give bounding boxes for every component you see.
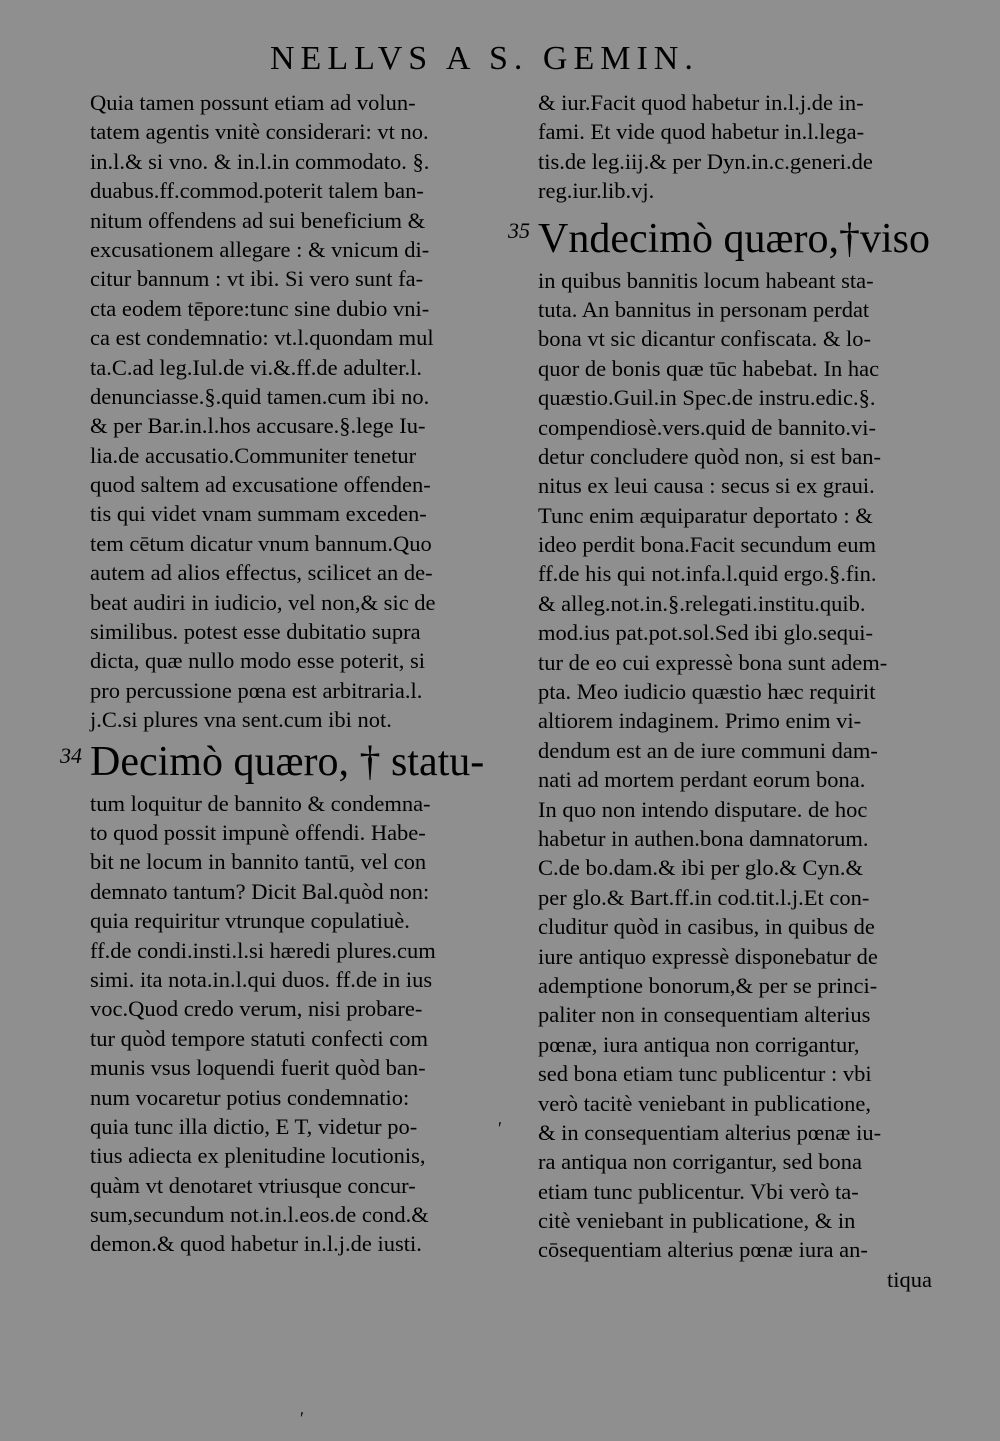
text-line: per glo.& Bart.ff.in cod.tit.l.j.Et con- <box>538 884 870 910</box>
catchword: tiqua <box>887 1266 932 1292</box>
text-line: num vocaretur potius condemnatio: <box>90 1084 410 1110</box>
text-line: & iur.Facit quod habetur in.l.j.de in- <box>538 90 864 115</box>
text-line: compendiosè.vers.quid de bannito.vi- <box>538 414 877 440</box>
section-34 <box>60 735 510 789</box>
text-line: tis qui videt vnam summam exceden- <box>90 501 427 527</box>
text-line: cōsequentiam alterius pœnæ iura an- <box>538 1237 868 1263</box>
margin-number: 34 <box>60 742 82 768</box>
text-line: tur quòd tempore statuti confecti com <box>90 1025 429 1051</box>
text-line: quia requiritur vtrunque copulatiuè. <box>90 908 410 934</box>
text-line: nitus ex leui causa : secus si ex graui. <box>538 473 875 499</box>
text-line: munis vsus loquendi fuerit quòd ban- <box>90 1055 426 1081</box>
text-line: ff.de his qui not.infa.l.quid ergo.§.fin. <box>538 561 877 587</box>
text-line: paliter non in consequentiam alterius <box>538 1002 871 1028</box>
text-line: quia tunc illa dictio, E T, videtur po- <box>90 1113 418 1139</box>
section-heading: Decimò quæro, † statu- <box>90 738 485 785</box>
text-line: altiorem indaginem. Primo enim vi- <box>538 708 862 734</box>
text-line: iure antiquo expressè disponebatur de <box>538 943 878 969</box>
text-line: ca est condemnatio: vt.l.quondam mul <box>90 325 434 351</box>
text-line: tur de eo cui expressè bona sunt adem- <box>538 649 888 675</box>
text-line: tum loquitur de bannito & condemna- <box>90 790 431 816</box>
section-heading: Vndecimò quæro,†viso <box>538 215 930 262</box>
text-line: demnato tantum? Dicit Bal.quòd non: <box>90 878 430 904</box>
text-line: tuta. An bannitus in personam perdat <box>538 296 870 322</box>
text-line: lia.de accusatio.Communiter tenetur <box>90 442 417 468</box>
text-line: tis.de leg.iij.& per Dyn.in.c.generi.de <box>538 148 873 174</box>
text-line: autem ad alios effectus, scilicet an de- <box>90 560 433 586</box>
text-line: tius adiecta ex plenitudine locutionis, <box>90 1143 426 1169</box>
text-line: fami. Et vide quod habetur in.l.lega- <box>538 119 865 145</box>
text-line: ra antiqua non corrigantur, sed bona <box>538 1149 862 1175</box>
text-line: etiam tunc publicentur. Vbi verò ta- <box>538 1178 859 1204</box>
text-line: reg.iur.lib.vj. <box>538 178 655 204</box>
text-line: & per Bar.in.l.hos accusare.§.lege Iu- <box>90 413 426 439</box>
text-line: simi. ita nota.in.l.qui duos. ff.de in ius <box>90 966 433 992</box>
text-line: detur concludere quòd non, si est ban- <box>538 443 882 469</box>
text-line: habetur in authen.bona damnatorum. <box>538 825 869 851</box>
scan-speck: ʹ <box>498 1118 502 1138</box>
text-line: j.C.si plures vna sent.cum ibi not. <box>90 707 392 733</box>
text-line: C.de bo.dam.& ibi per glo.& Cyn.& <box>538 855 863 881</box>
text-line: nati ad mortem perdant eorum bona. <box>538 767 866 793</box>
text-line: citur bannum : vt ibi. Si vero sunt fa- <box>90 266 424 292</box>
text-line: mod.ius pat.pot.sol.Sed ibi glo.sequi- <box>538 620 873 646</box>
text-line: ademptione bonorum,& per se princi- <box>538 972 878 998</box>
scan-speck: ʹ <box>300 1408 304 1428</box>
text-line: cta eodem tēpore:tunc sine dubio vni- <box>90 295 430 321</box>
left-column <box>60 88 510 1259</box>
text-line: Quia tamen possunt etiam ad volun- <box>90 90 416 115</box>
text-line: duabus.ff.commod.poterit talem ban- <box>90 178 424 204</box>
text-line: quor de bonis quæ tūc habebat. In hac <box>538 355 880 381</box>
text-line: & in consequentiam alterius pœnæ iu- <box>538 1119 882 1145</box>
left-text-block-a <box>90 88 510 735</box>
text-line: in quibus bannitis locum habeant sta- <box>538 267 874 293</box>
text-line: citè veniebant in publicatione, & in <box>538 1208 856 1234</box>
running-head: NELLVS A S. GEMIN. <box>270 40 699 77</box>
text-line: beat audiri in iudicio, vel non,& sic de <box>90 589 436 615</box>
text-line: nitum offendens ad sui beneficium & <box>90 207 426 233</box>
section-35 <box>508 212 956 266</box>
text-line: denunciasse.§.quid tamen.cum ibi no. <box>90 383 430 409</box>
text-line: verò tacitè veniebant in publicatione, <box>538 1090 871 1116</box>
text-line: & alleg.not.in.§.relegati.institu.quib. <box>538 590 866 616</box>
text-line: ff.de condi.insti.l.si hæredi plures.cum <box>90 937 436 963</box>
text-line: to quod possit impunè offendi. Habe- <box>90 819 426 845</box>
text-line: bit ne locum in bannito tantū, vel con <box>90 849 427 875</box>
text-line: bona vt sic dicantur confiscata. & lo- <box>538 326 872 352</box>
text-line: quod saltem ad excusatione offenden- <box>90 472 431 498</box>
text-line: tatem agentis vnitè considerari: vt no. <box>90 119 429 145</box>
text-line: ta.C.ad leg.Iul.de vi.&.ff.de adulter.l. <box>90 354 422 380</box>
text-line: pœnæ, iura antiqua non corrigantur, <box>538 1031 860 1057</box>
text-line: tem cētum dicatur vnum bannum.Quo <box>90 530 432 556</box>
text-line: in.l.& si vno. & in.l.in commodato. §. <box>90 148 430 174</box>
text-line: In quo non intendo disputare. de hoc <box>538 796 868 822</box>
right-text-block-a <box>538 88 956 206</box>
margin-number: 35 <box>508 217 530 243</box>
text-line: voc.Quod credo verum, nisi probare- <box>90 996 423 1022</box>
text-line: pro percussione pœna est arbitraria.l. <box>90 677 423 703</box>
text-line: demon.& quod habetur in.l.j.de iusti. <box>90 1231 422 1257</box>
text-line: dendum est an de iure communi dam- <box>538 737 878 763</box>
text-line: ideo perdit bona.Facit secundum eum <box>538 532 877 558</box>
text-line: excusationem allegare : & vnicum di- <box>90 236 430 262</box>
text-line: similibus. potest esse dubitatio supra <box>90 619 421 645</box>
text-line: cluditur quòd in casibus, in quibus de <box>538 914 875 940</box>
text-line: pta. Meo iudicio quæstio hæc requirit <box>538 679 876 705</box>
text-line: quàm vt denotaret vtriusque concur- <box>90 1172 416 1198</box>
right-column <box>508 88 956 1294</box>
text-line: quæstio.Guil.in Spec.de instru.edic.§. <box>538 385 876 411</box>
left-text-block-b <box>90 789 510 1259</box>
text-line: Tunc enim æquiparatur deportato : & <box>538 502 873 528</box>
text-line: sum,secundum not.in.l.eos.de cond.& <box>90 1202 429 1228</box>
text-line: dicta, quæ nullo modo esse poterit, si <box>90 648 425 674</box>
text-line: sed bona etiam tunc publicentur : vbi <box>538 1061 872 1087</box>
right-text-block-b <box>538 266 956 1295</box>
